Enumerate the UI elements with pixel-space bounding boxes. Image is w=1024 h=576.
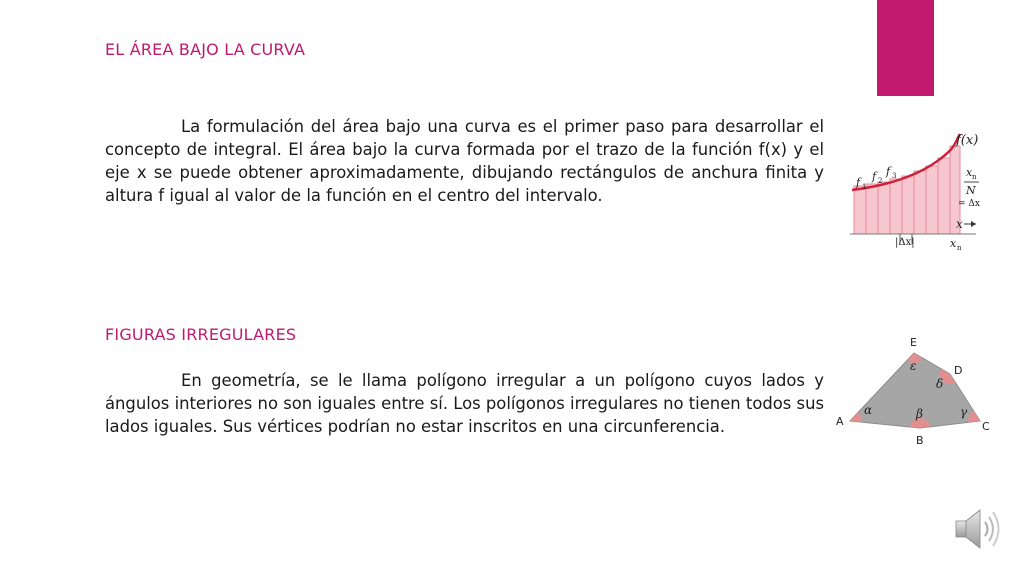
angle-epsilon-label: ε bbox=[910, 359, 917, 373]
x-axis-label: x bbox=[956, 217, 963, 231]
vertex-d-label: D bbox=[954, 364, 963, 377]
curve-diagram-svg bbox=[846, 124, 986, 264]
f2-label: f bbox=[872, 170, 877, 183]
accent-bar bbox=[877, 0, 934, 96]
rect-5 bbox=[902, 176, 914, 234]
rect-4 bbox=[890, 179, 902, 234]
f1-label: f bbox=[856, 176, 861, 189]
xn-label: x bbox=[950, 237, 957, 250]
rect-3 bbox=[878, 182, 890, 234]
vertex-b-label: B bbox=[916, 434, 924, 447]
vertex-e-label: E bbox=[910, 336, 917, 349]
svg-text:2: 2 bbox=[878, 177, 883, 185]
fraction-numerator: x bbox=[966, 166, 973, 179]
svg-text:1: 1 bbox=[862, 183, 867, 191]
rect-8 bbox=[938, 158, 950, 234]
vertex-c-label: C bbox=[982, 420, 990, 433]
area-under-curve-figure bbox=[846, 124, 986, 264]
svg-text:n: n bbox=[972, 173, 977, 181]
angle-beta-label: β bbox=[916, 407, 923, 421]
section-paragraph-irregular: En geometría, se le llama polígono irregular a un polígono cuyos lados y ángulos interiores no son iguales entre sí. Los polígonos irregulares no tienen todos sus lados iguales. Sus vértices podrían no estar inscritos en una circunferencia. bbox=[105, 371, 824, 436]
rect-6 bbox=[914, 171, 926, 234]
angle-delta-label: δ bbox=[936, 377, 944, 391]
f3-label: f bbox=[886, 165, 891, 178]
rect-1 bbox=[854, 186, 866, 234]
speaker-icon[interactable] bbox=[952, 505, 1006, 559]
section-paragraph-area: La formulación del área bajo una curva es el primer paso para desarrollar el concepto de integral. El área bajo la curva formada por el trazo de la función f(x) y el eje x se puede obtener aproximadamente, dibujando rectángulos de anchura finita y altura f igual al valor de la función en el centro del intervalo. bbox=[105, 117, 824, 205]
fraction-denominator: N bbox=[966, 184, 976, 197]
section-heading-area: EL ÁREA BAJO LA CURVA bbox=[105, 40, 306, 59]
polygon-diagram-svg bbox=[834, 332, 994, 450]
rect-2 bbox=[866, 184, 878, 234]
section-heading-irregular: FIGURAS IRREGULARES bbox=[105, 325, 297, 344]
rect-7 bbox=[926, 166, 938, 234]
angle-alpha-label: α bbox=[864, 403, 873, 417]
irregular-polygon-figure bbox=[834, 332, 994, 450]
fx-label: f(x) bbox=[956, 133, 979, 148]
delta-x-label: |Δx| bbox=[895, 237, 915, 248]
svg-text:3: 3 bbox=[892, 172, 897, 180]
svg-text:n: n bbox=[957, 244, 962, 252]
vertex-a-label: A bbox=[836, 415, 844, 428]
angle-gamma-label: γ bbox=[960, 405, 968, 419]
fraction-rhs: = Δx bbox=[958, 199, 980, 209]
